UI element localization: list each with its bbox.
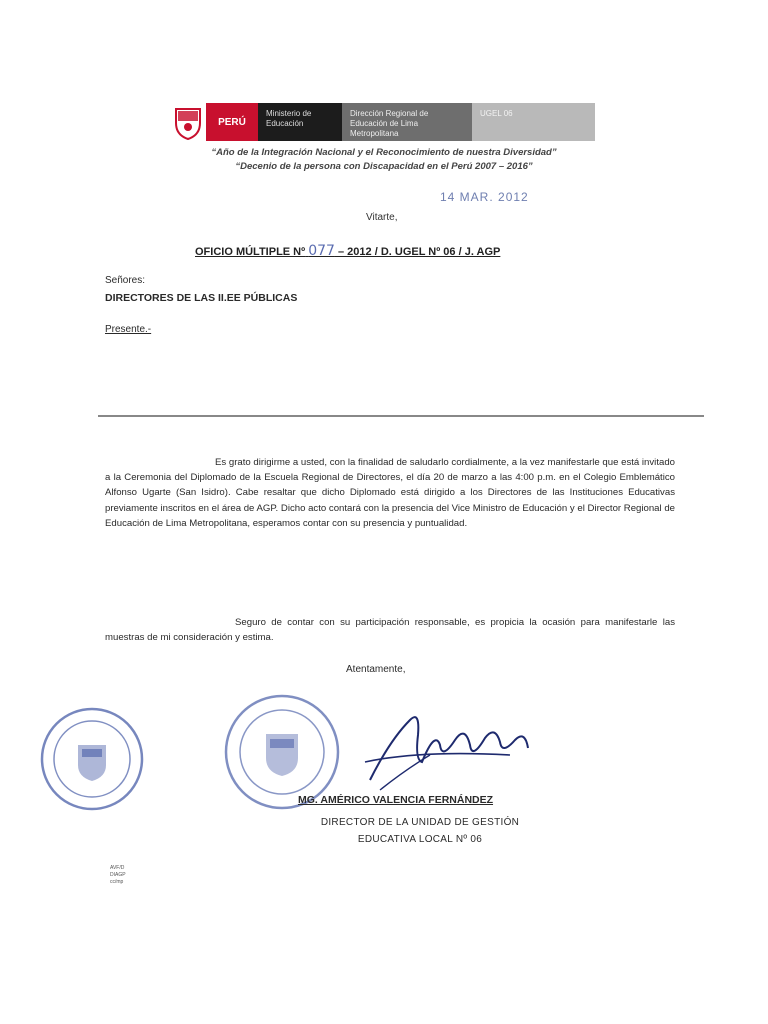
signatory-name: MG. AMÉRICO VALENCIA FERNÁNDEZ [298,794,494,806]
recipient: DIRECTORES DE LAS II.EE PÚBLICAS [105,292,298,304]
motto-line-2: “Decenio de la persona con Discapacidad en el Perú 2007 – 2016” [235,161,533,172]
signatory-title-line-2: EDUCATIVA LOCAL Nº 06 [357,834,483,845]
salutation: Señores: [105,275,146,286]
peru-logo [206,103,258,141]
signatory-title-line-1: DIRECTOR DE LA UNIDAD DE GESTIÓN [320,817,520,828]
place-date: Vitarte, [366,212,398,223]
header-logo-strip [170,103,595,141]
oficio-prefix: OFICIO MÚLTIPLE Nº [195,246,306,258]
divider-line [98,415,704,417]
oficio-suffix: – 2012 / D. UGEL Nº 06 / J. AGP [338,246,501,258]
handwritten-signature-icon [360,700,540,795]
oficio-title [195,243,615,259]
peru-logo-text: PERÚ [218,116,246,128]
ministry-logo-text: Ministerio de Educación [266,109,312,128]
ugel-logo [472,103,595,141]
regional-direction-logo [342,103,472,141]
received-date-stamp: 14 MAR. 2012 [440,190,529,204]
ugel-logo-text: UGEL 06 [480,109,513,118]
ref-line: cc/mp [110,879,124,885]
atentamente: Atentamente, [346,664,406,675]
body-paragraph: Es grato dirigirme a usted, con la finalidad de saludarlo cordialmente, a la vez manifestarle que está invitado a la Ceremonia del Diplomado de la Escuela Regional de Directores, el día 20 de marzo a las 4:00 p.m. en el Colegio Emblemático Alfonso Ugarte (San Isidro). Cabe resaltar que dicho Diplomado está dirigido a los Directores de las Instituciones Educativas previamente inscritos en el área de AGP. Dicho acto contará con la presencia del Vice Ministro de Educación y el Director Regional de Educación de Lima Metropolitana, esperamos contar con su presencia y puntualidad. [105,457,675,529]
ministry-logo [258,103,342,141]
motto-line-1: “Año de la Integración Nacional y el Reconocimiento de nuestra Diversidad” [211,147,557,158]
presente: Presente.- [105,324,152,335]
regional-direction-text: Dirección Regional de Educación de Lima Metropolitana [350,109,429,138]
coat-of-arms-icon [170,103,206,141]
closing-paragraph: Seguro de contar con su participación responsable, es propicia la ocasión para manifestarle las muestras de mi consideración y estima. [105,617,675,644]
ref-line: AVF/D [110,865,125,871]
oficio-number: 077 [308,243,335,259]
reference-initials [110,865,126,886]
left-official-seal-icon [38,705,146,813]
ref-line: DIAGP [110,872,126,878]
signatory-title [290,814,550,848]
